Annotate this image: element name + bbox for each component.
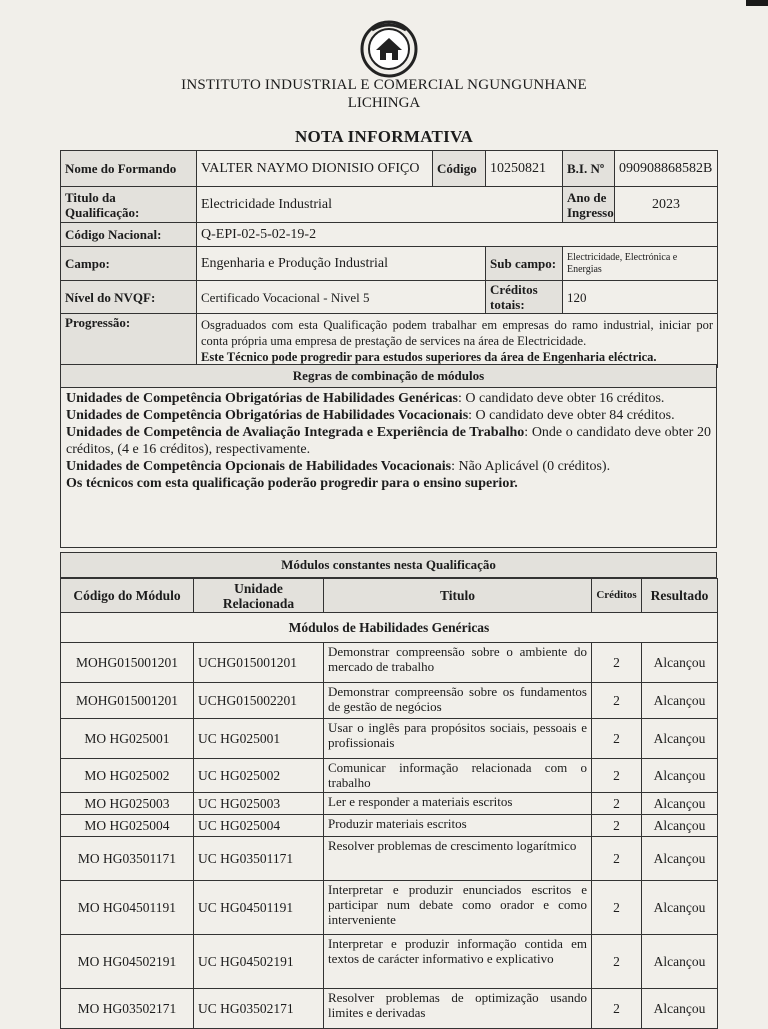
col-credits-header: Créditos: [592, 579, 642, 613]
module-result: Alcançou: [642, 989, 718, 1029]
module-row: [61, 759, 718, 793]
col-result-header: Resultado: [642, 579, 718, 613]
module-code: MO HG025002: [61, 759, 194, 793]
bi-label: B.I. Nº: [563, 151, 615, 187]
institution-name: INSTITUTO INDUSTRIAL E COMERCIAL NGUNGUNHANE: [181, 77, 587, 93]
modules-table: [60, 578, 718, 1029]
module-credits: 2: [592, 759, 642, 793]
module-row: [61, 719, 718, 759]
module-row: [61, 815, 718, 837]
national-code-label: Código Nacional:: [61, 223, 197, 247]
module-unit: UCHG015001201: [194, 643, 324, 683]
module-code: MO HG025001: [61, 719, 194, 759]
module-code: MO HG04502191: [61, 935, 194, 989]
module-code: MOHG015001201: [61, 643, 194, 683]
module-result: Alcançou: [642, 935, 718, 989]
qualification-value: Electricidade Industrial: [197, 187, 563, 223]
module-row: [61, 793, 718, 815]
module-result: Alcançou: [642, 881, 718, 935]
student-name-label: Nome do Formando: [61, 151, 197, 187]
col-code-header: Código do Módulo: [61, 579, 194, 613]
rule-progression: Os técnicos com esta qualificação poderão progredir para o ensino superior.: [66, 476, 518, 491]
rules-box: [60, 388, 717, 548]
module-title: Ler e responder a materiais escritos: [324, 793, 592, 815]
school-crest-icon: [360, 20, 418, 78]
subfield-label: Sub campo:: [486, 247, 563, 281]
field-value: Engenharia e Produção Industrial: [197, 247, 486, 281]
module-credits: 2: [592, 719, 642, 759]
total-credits-value: 120: [563, 281, 718, 314]
national-code-value: Q-EPI-02-5-02-19-2: [197, 223, 718, 247]
module-row: [61, 935, 718, 989]
institution-city: LICHINGA: [347, 95, 421, 111]
student-info-table: [60, 150, 718, 368]
module-row: [61, 643, 718, 683]
progression-bold-text: Este Técnico pode progredir para estudos superiores da área de Engenharia eléctrica.: [201, 349, 657, 364]
generic-modules-section: Módulos de Habilidades Genéricas: [61, 613, 718, 643]
module-result: Alcançou: [642, 759, 718, 793]
module-result: Alcançou: [642, 719, 718, 759]
module-unit: UCHG015002201: [194, 683, 324, 719]
module-row: [61, 837, 718, 881]
module-result: Alcançou: [642, 643, 718, 683]
qualification-label: Titulo da Qualificação:: [61, 187, 197, 223]
module-unit: UC HG04502191: [194, 935, 324, 989]
progression-label: Progressão:: [61, 314, 197, 368]
module-credits: 2: [592, 837, 642, 881]
scan-corner-mark: [746, 0, 768, 6]
module-result: Alcançou: [642, 793, 718, 815]
subfield-value: Electricidade, Electrónica e Energias: [563, 247, 718, 281]
module-result: Alcançou: [642, 815, 718, 837]
rule-integrated: Unidades de Competência de Avaliação Integrada e Experiência de Trabalho: Onde o candidato deve obter 20 créditos, (4 e 16 créditos), respectivamente.: [66, 425, 711, 457]
bi-value: 090908868582B: [615, 151, 718, 187]
module-credits: 2: [592, 881, 642, 935]
module-title: Comunicar informação relacionada com o trabalho: [324, 759, 592, 793]
module-credits: 2: [592, 989, 642, 1029]
module-title: Usar o inglês para propósitos sociais, pessoais e profissionais: [324, 719, 592, 759]
module-unit: UC HG025001: [194, 719, 324, 759]
module-title: Interpretar e produzir enunciados escritos e participar num debate como orador e como interveniente: [324, 881, 592, 935]
rule-vocational: Unidades de Competência Obrigatórias de Habilidades Vocacionais: O candidato deve obter 84 créditos.: [66, 408, 675, 423]
module-credits: 2: [592, 793, 642, 815]
module-unit: UC HG03501171: [194, 837, 324, 881]
module-title: Resolver problemas de crescimento logarítmico: [324, 837, 592, 881]
module-credits: 2: [592, 935, 642, 989]
col-unit-header: Unidade Relacionada: [194, 579, 324, 613]
student-code-value: 10250821: [486, 151, 563, 187]
module-row: [61, 989, 718, 1029]
col-title-header: Titulo: [324, 579, 592, 613]
student-code-label: Código: [433, 151, 486, 187]
field-label: Campo:: [61, 247, 197, 281]
student-name-value: VALTER NAYMO DIONISIO OFIÇO: [197, 151, 433, 187]
rule-generic: Unidades de Competência Obrigatórias de Habilidades Genéricas: O candidato deve obter 16 créditos.: [66, 391, 665, 406]
module-unit: UC HG04501191: [194, 881, 324, 935]
entry-year-label: Ano de Ingresso: [563, 187, 615, 223]
nvqf-label: Nível do NVQF:: [61, 281, 197, 314]
module-code: MO HG025004: [61, 815, 194, 837]
module-code: MO HG04501191: [61, 881, 194, 935]
module-unit: UC HG025003: [194, 793, 324, 815]
document-title: NOTA INFORMATIVA: [294, 127, 474, 146]
module-credits: 2: [592, 643, 642, 683]
module-code: MO HG025003: [61, 793, 194, 815]
nvqf-value: Certificado Vocacional - Nivel 5: [197, 281, 486, 314]
rule-optional: Unidades de Competência Opcionais de Habilidades Vocacionais: Não Aplicável (0 créditos).: [66, 459, 611, 474]
entry-year-value: 2023: [615, 187, 718, 223]
module-code: MOHG015001201: [61, 683, 194, 719]
module-result: Alcançou: [642, 837, 718, 881]
module-title: Resolver problemas de optimização usando limites e derivadas: [324, 989, 592, 1029]
module-credits: 2: [592, 815, 642, 837]
total-credits-label: Créditos totais:: [486, 281, 563, 314]
modules-heading: Módulos constantes nesta Qualificação: [60, 552, 717, 578]
module-unit: UC HG025002: [194, 759, 324, 793]
module-row: [61, 881, 718, 935]
module-result: Alcançou: [642, 683, 718, 719]
module-code: MO HG03502171: [61, 989, 194, 1029]
rules-heading: Regras de combinação de módulos: [60, 364, 717, 388]
module-code: MO HG03501171: [61, 837, 194, 881]
module-title: Demonstrar compreensão sobre os fundamentos de gestão de negócios: [324, 683, 592, 719]
module-credits: 2: [592, 683, 642, 719]
module-unit: UC HG03502171: [194, 989, 324, 1029]
module-title: Demonstrar compreensão sobre o ambiente do mercado de trabalho: [324, 643, 592, 683]
progression-text: Osgraduados com esta Qualificação podem trabalhar em empresas do ramo industrial, iniciar por conta própria uma empresa de prestação de services na área de Electricidade.: [201, 317, 713, 348]
module-title: Produzir materiais escritos: [324, 815, 592, 837]
module-title: Interpretar e produzir informação contida em textos de carácter informativo e explicativo: [324, 935, 592, 989]
module-unit: UC HG025004: [194, 815, 324, 837]
module-row: [61, 683, 718, 719]
